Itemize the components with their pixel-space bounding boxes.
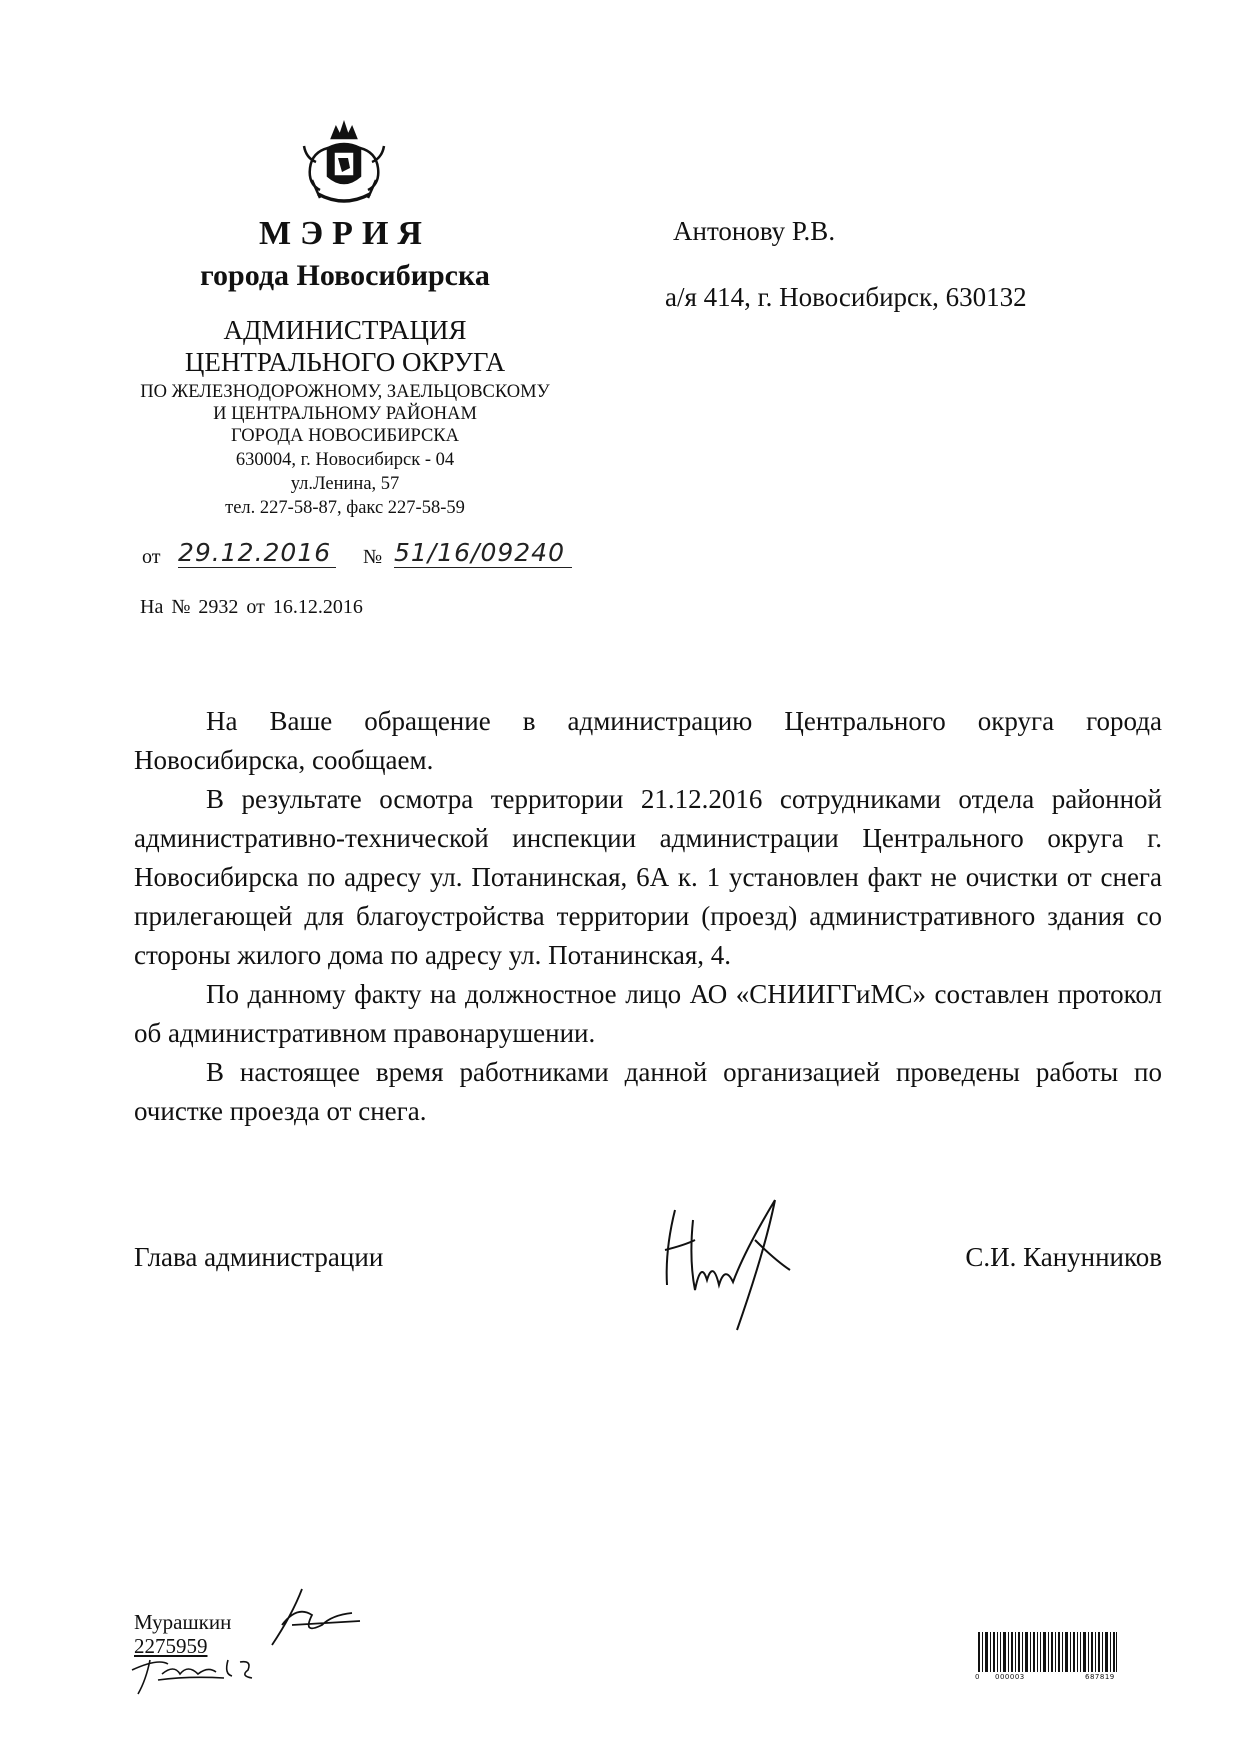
organization-city: города Новосибирска: [200, 259, 490, 292]
letter-body: [134, 702, 1162, 1131]
executor-initials-signature: [128, 1650, 268, 1696]
organization-title: МЭРИЯ: [259, 215, 431, 252]
header-detail-line: ГОРОДА НОВОСИБИРСКА: [230, 426, 460, 446]
barcode-digits-right: 687819: [1085, 1673, 1115, 1681]
executor-phone: 2275959: [134, 1634, 208, 1658]
barcode-digit-left: 0: [975, 1673, 980, 1681]
registration-date: 29.12.2016: [178, 538, 336, 568]
body-paragraph: В результате осмотра территории 21.12.2016 сотрудниками отдела районной административно-технической инспекции администрации Центрального округа г. Новосибирска по адресу ул. Потанинская, 6А к. 1 установлен факт не очистки от снега прилегающей для благоустройства территории (проезд) административного здания со стороны жилого дома по адресу ул. Потанинская, 4.: [134, 784, 1162, 970]
recipient-name: Антонову Р.В.: [673, 216, 836, 246]
header-detail-line: ПО ЖЕЛЕЗНОДОРОЖНОМУ, ЗАЕЛЬЦОВСКОМУ: [140, 382, 550, 402]
executor-name: Мурашкин: [134, 1610, 232, 1634]
body-paragraph: На Ваше обращение в администрацию Центрального округа города Новосибирска, сообщаем.: [134, 706, 1162, 775]
registration-row: [140, 538, 600, 574]
signatory-name: С.И. Канунников: [965, 1242, 1162, 1272]
body-paragraph: В настоящее время работниками данной организацией проведены работы по очистке проезда от снега.: [134, 1057, 1162, 1126]
administration-title-line2: ЦЕНТРАЛЬНОГО ОКРУГА: [184, 347, 506, 377]
recipient-address: а/я 414, г. Новосибирск, 630132: [665, 282, 1027, 312]
from-label: от: [142, 546, 161, 568]
document-barcode: [978, 1632, 1118, 1672]
header-address-line: 630004, г. Новосибирск - 04: [235, 450, 455, 470]
number-label: №: [363, 546, 383, 568]
coat-of-arms-emblem: [298, 118, 390, 208]
body-paragraph: По данному факту на должностное лицо АО «СНИИГГиМС» составлен протокол об административном правонарушении.: [134, 979, 1162, 1048]
handwritten-signature: [655, 1190, 810, 1340]
registration-number: 51/16/09240: [394, 538, 572, 568]
header-detail-line: И ЦЕНТРАЛЬНОМУ РАЙОНАМ: [213, 404, 477, 424]
header-phone-line: тел. 227-58-87, факс 227-58-59: [225, 498, 465, 518]
administration-title-line1: АДМИНИСТРАЦИЯ: [223, 315, 467, 345]
signatory-position: Глава администрации: [134, 1242, 384, 1272]
reply-reference: На № 2932 от 16.12.2016: [140, 596, 363, 618]
barcode-digits-middle: 000003: [995, 1673, 1025, 1681]
executor-signature: [262, 1585, 362, 1651]
header-street-line: ул.Ленина, 57: [290, 474, 400, 494]
